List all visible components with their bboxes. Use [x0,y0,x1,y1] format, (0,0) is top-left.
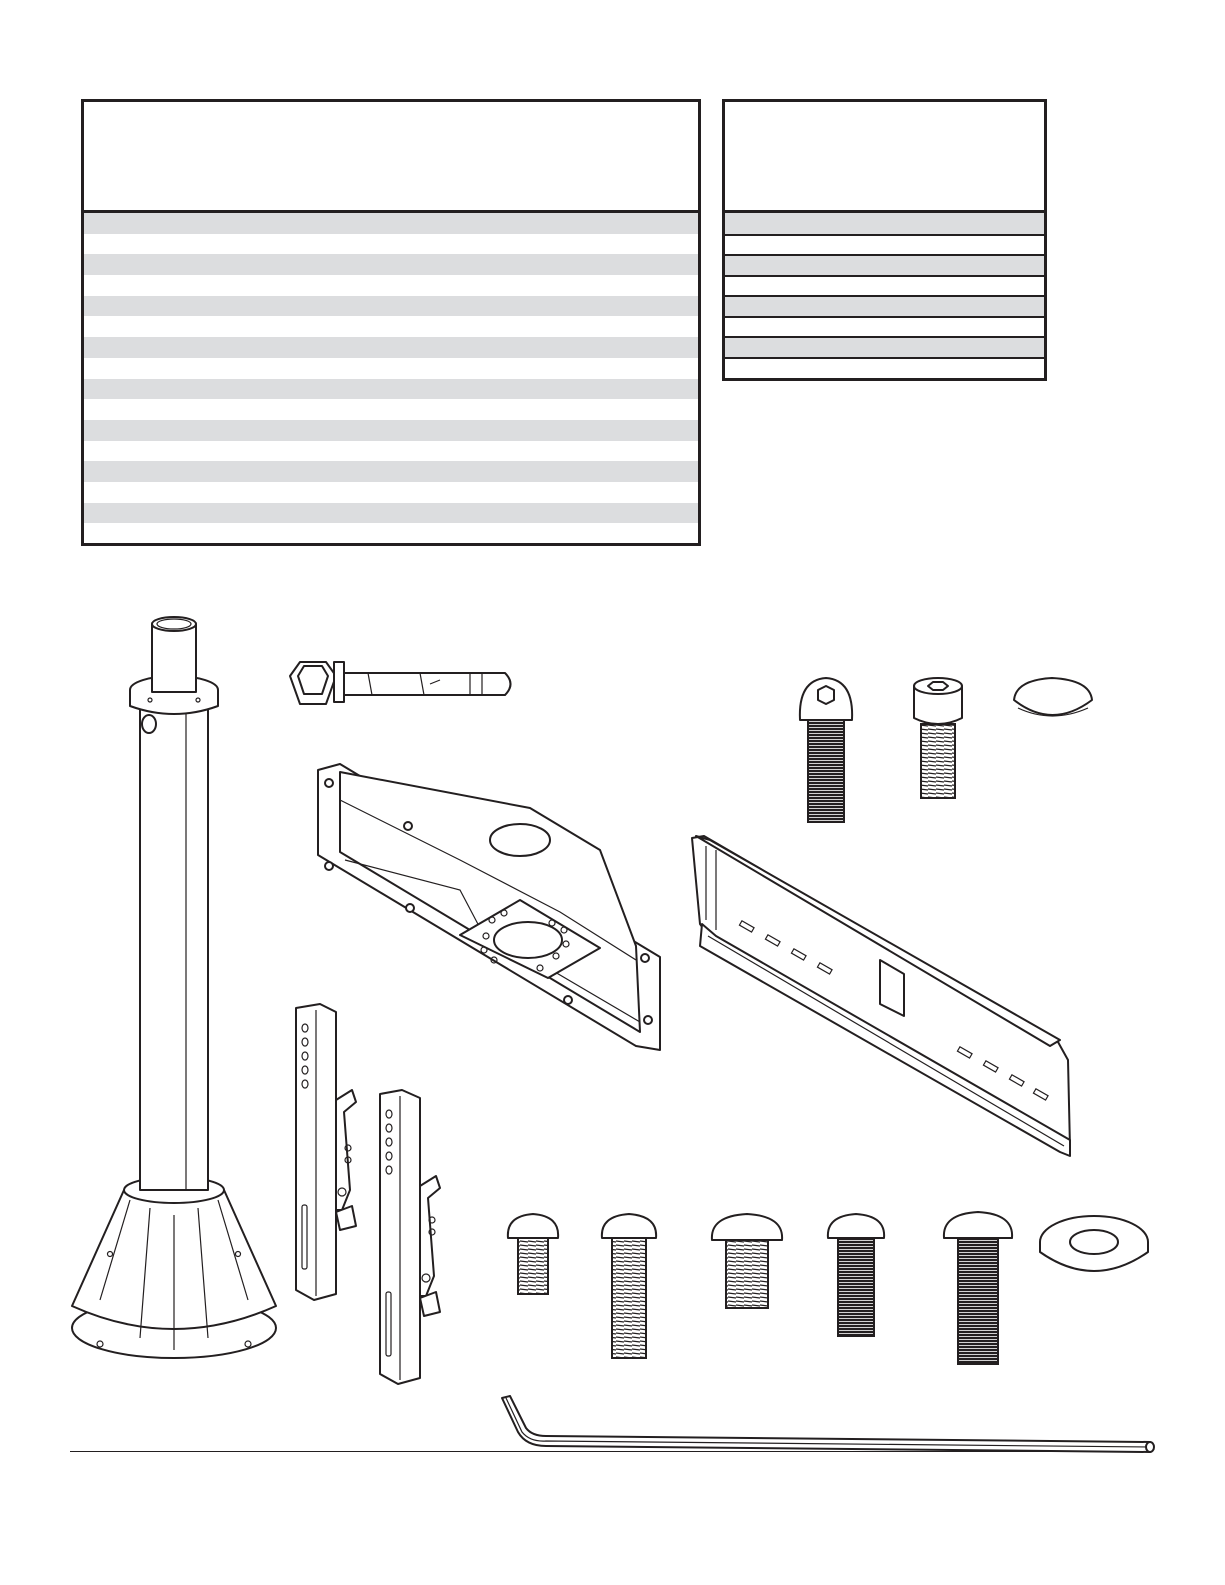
column-adapter-plate-part [318,764,660,1050]
adapter-bracket-part [296,1004,440,1384]
medium-screw-part [712,1214,782,1308]
long-screw-part [602,1214,656,1358]
coarse-thread-screw-part [828,1214,884,1336]
column-with-base-part [72,617,276,1358]
anchor-bolt-part [290,662,511,704]
wall-plate-rail-part [692,836,1070,1156]
flat-washer-part [1040,1216,1148,1271]
hex-key-part [502,1396,1154,1452]
socket-cap-screw-part [914,678,962,798]
button-head-hex-screw-part [800,678,852,822]
large-screw-part [944,1212,1012,1364]
footer-rule [70,1451,1152,1452]
end-cap-part [1014,678,1092,716]
short-screw-part [508,1214,558,1294]
